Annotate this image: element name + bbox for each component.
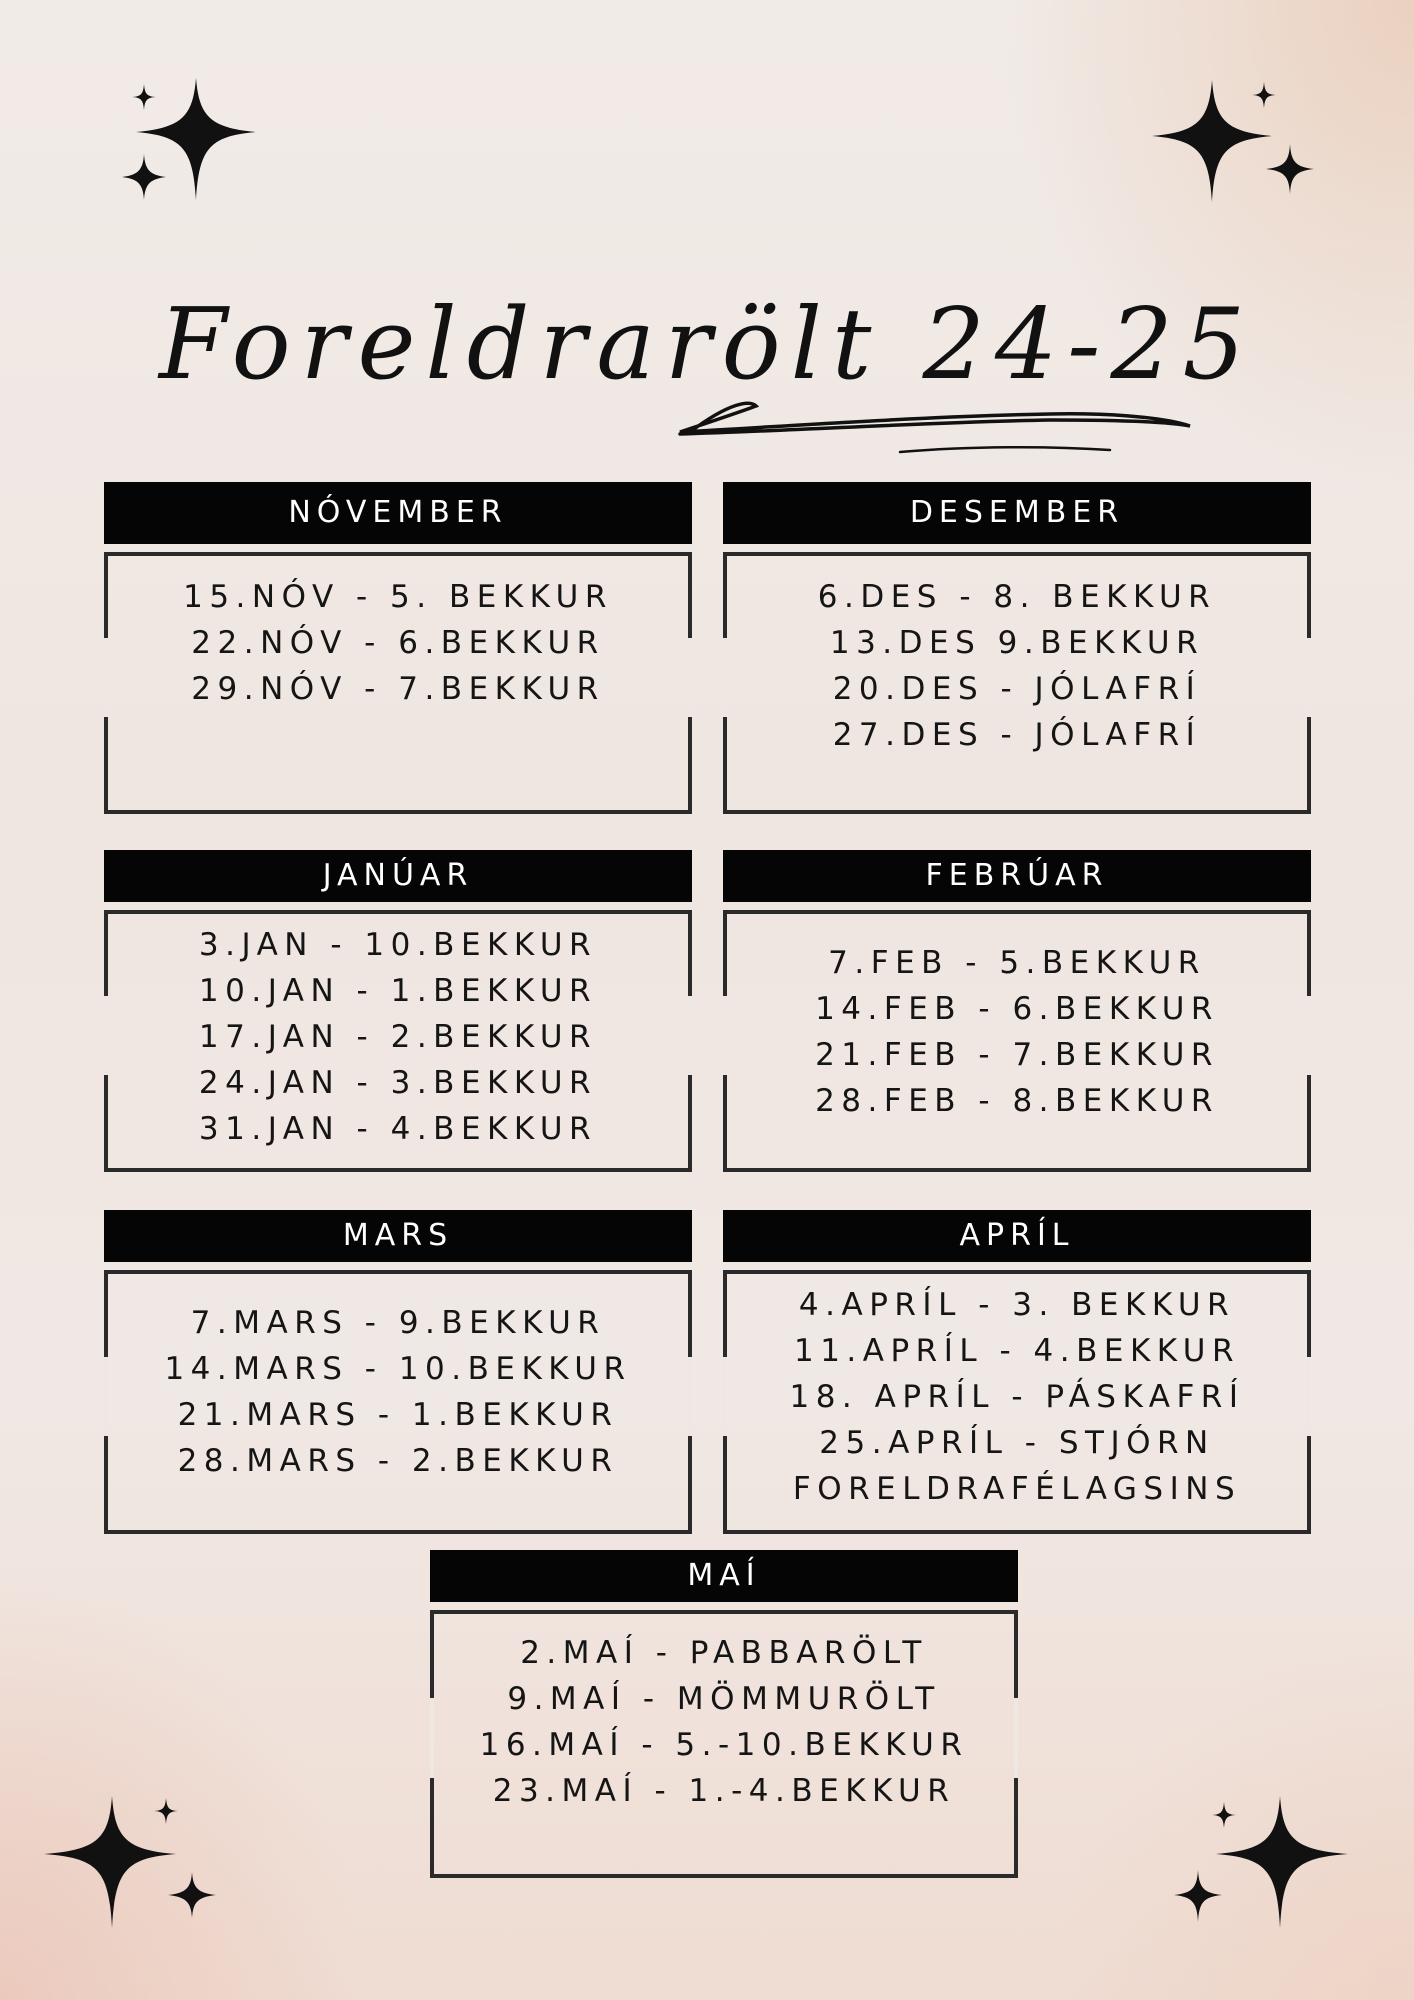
frame-gap bbox=[688, 638, 692, 717]
month-card-march bbox=[104, 1210, 692, 1534]
month-box bbox=[723, 552, 1311, 814]
schedule-entry: 7.MARS - 9.BEKKUR bbox=[190, 1305, 606, 1341]
frame-gap bbox=[723, 996, 727, 1075]
entry-list bbox=[723, 574, 1311, 758]
schedule-entry: 28.MARS - 2.BEKKUR bbox=[177, 1443, 619, 1479]
swoosh-underline-icon bbox=[670, 390, 1200, 460]
frame-gap bbox=[723, 1357, 727, 1436]
schedule-entry: 14.FEB - 6.BEKKUR bbox=[815, 991, 1219, 1027]
schedule-entry: 24.JAN - 3.BEKKUR bbox=[198, 1065, 598, 1101]
month-header: FEBRÚAR bbox=[723, 850, 1311, 902]
schedule-entry: 27.DES - JÓLAFRÍ bbox=[832, 717, 1202, 753]
frame-gap bbox=[1307, 996, 1311, 1075]
schedule-entry: 7.FEB - 5.BEKKUR bbox=[828, 945, 1206, 981]
month-card-may bbox=[430, 1550, 1018, 1878]
month-header: MARS bbox=[104, 1210, 692, 1262]
page-title: Foreldrarölt 24-25 bbox=[158, 288, 1256, 402]
month-header: JANÚAR bbox=[104, 850, 692, 902]
month-box bbox=[430, 1610, 1018, 1878]
schedule-entry: 3.JAN - 10.BEKKUR bbox=[198, 927, 598, 963]
frame-gap bbox=[104, 996, 108, 1075]
schedule-entry: 22.NÓV - 6.BEKKUR bbox=[191, 625, 605, 661]
frame-gap bbox=[104, 1357, 108, 1436]
schedule-entry: 29.NÓV - 7.BEKKUR bbox=[191, 671, 605, 707]
schedule-entry: 31.JAN - 4.BEKKUR bbox=[198, 1111, 598, 1147]
schedule-entry: 23.MAÍ - 1.-4.BEKKUR bbox=[492, 1773, 956, 1809]
schedule-entry: 9.MAÍ - MÖMMURÖLT bbox=[507, 1681, 941, 1717]
entry-list bbox=[723, 1282, 1311, 1512]
schedule-entry: 13.DES 9.BEKKUR bbox=[829, 625, 1205, 661]
month-box bbox=[723, 1270, 1311, 1534]
month-box bbox=[104, 552, 692, 814]
month-header: DESEMBER bbox=[723, 482, 1311, 544]
schedule-entry: 28.FEB - 8.BEKKUR bbox=[815, 1083, 1219, 1119]
schedule-entry: 16.MAÍ - 5.-10.BEKKUR bbox=[479, 1727, 969, 1763]
schedule-entry: 2.MAÍ - PABBARÖLT bbox=[520, 1635, 928, 1671]
sparkle-icon-bottom-right bbox=[1160, 1790, 1360, 1950]
schedule-entry: 21.FEB - 7.BEKKUR bbox=[815, 1037, 1219, 1073]
entry-list bbox=[723, 940, 1311, 1124]
frame-gap bbox=[688, 996, 692, 1075]
month-card-december bbox=[723, 482, 1311, 814]
frame-gap bbox=[1307, 638, 1311, 717]
schedule-entry: 18. APRÍL - PÁSKAFRÍ bbox=[789, 1379, 1245, 1415]
frame-gap bbox=[1307, 1357, 1311, 1436]
schedule-entry: 10.JAN - 1.BEKKUR bbox=[198, 973, 598, 1009]
schedule-entry: 25.APRÍL - STJÓRN bbox=[819, 1425, 1215, 1461]
entry-list bbox=[430, 1630, 1018, 1814]
month-header: NÓVEMBER bbox=[104, 482, 692, 544]
schedule-entry: 14.MARS - 10.BEKKUR bbox=[164, 1351, 632, 1387]
month-card-april bbox=[723, 1210, 1311, 1534]
month-box bbox=[104, 1270, 692, 1534]
frame-gap bbox=[1014, 1698, 1018, 1778]
title-block bbox=[0, 270, 1414, 450]
schedule-entry: 20.DES - JÓLAFRÍ bbox=[832, 671, 1202, 707]
schedule-entry: 4.APRÍL - 3. BEKKUR bbox=[798, 1287, 1236, 1323]
schedule-entry: 15.NÓV - 5. BEKKUR bbox=[183, 579, 613, 615]
month-card-january bbox=[104, 850, 692, 1172]
month-card-february bbox=[723, 850, 1311, 1172]
sparkle-icon-top-left bbox=[80, 70, 280, 230]
month-box bbox=[104, 910, 692, 1172]
sparkle-icon-bottom-left bbox=[30, 1790, 230, 1950]
month-header: APRÍL bbox=[723, 1210, 1311, 1262]
entry-list bbox=[104, 922, 692, 1152]
frame-gap bbox=[688, 1357, 692, 1436]
schedule-entry: 17.JAN - 2.BEKKUR bbox=[198, 1019, 598, 1055]
frame-gap bbox=[430, 1698, 434, 1778]
schedule-entry: 11.APRÍL - 4.BEKKUR bbox=[793, 1333, 1241, 1369]
month-card-november bbox=[104, 482, 692, 814]
month-box bbox=[723, 910, 1311, 1172]
schedule-entry: 21.MARS - 1.BEKKUR bbox=[177, 1397, 619, 1433]
schedule-entry: 6.DES - 8. BEKKUR bbox=[817, 579, 1217, 615]
month-header: MAÍ bbox=[430, 1550, 1018, 1602]
frame-gap bbox=[104, 638, 108, 717]
entry-list bbox=[104, 574, 692, 712]
schedule-entry: FORELDRAFÉLAGSINS bbox=[792, 1471, 1242, 1507]
entry-list bbox=[104, 1300, 692, 1484]
sparkle-icon-top-right bbox=[1140, 70, 1340, 230]
frame-gap bbox=[723, 638, 727, 717]
